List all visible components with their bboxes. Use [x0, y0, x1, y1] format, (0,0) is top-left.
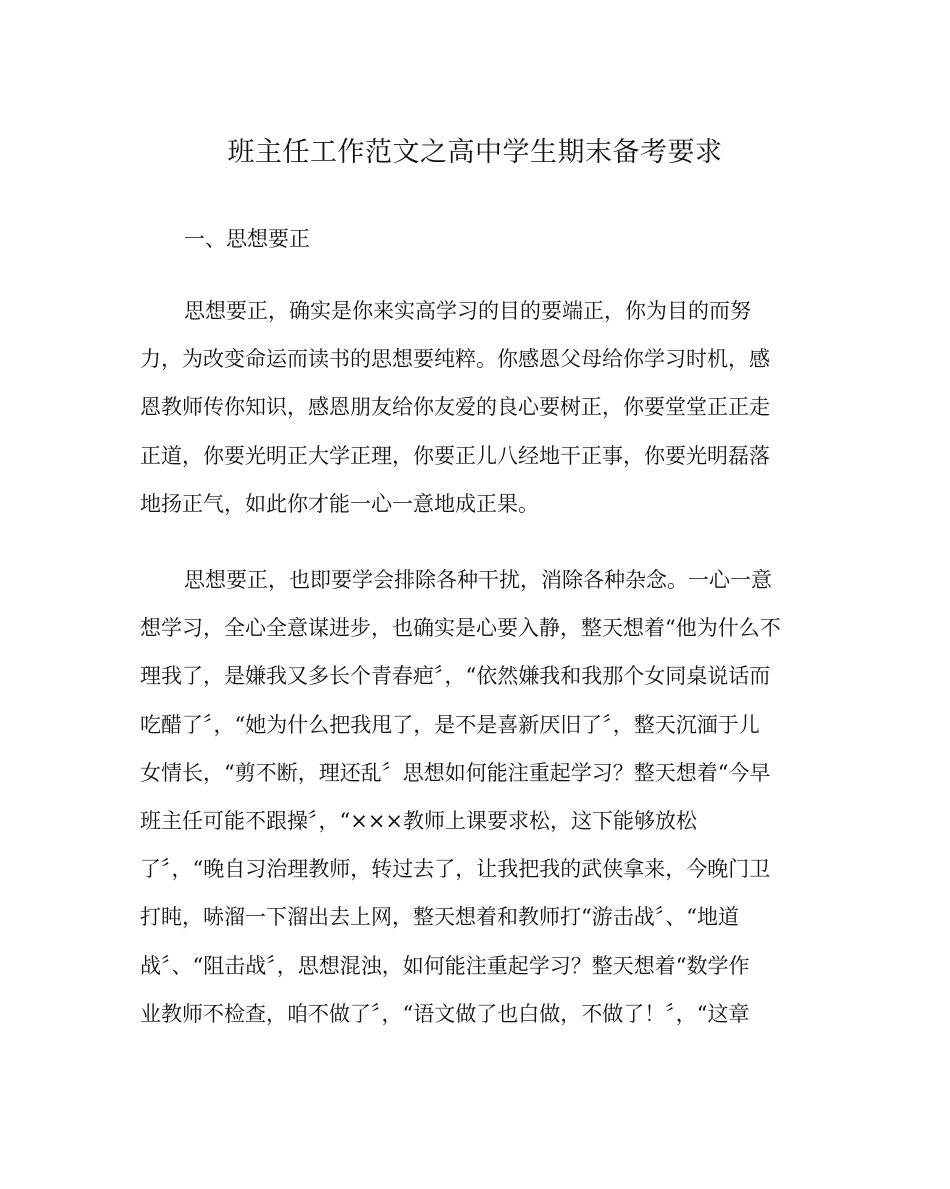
paragraph-line: 想学习，全心全意谋进步，也确实是心要入静，整天想着“他为什么不: [140, 616, 781, 641]
paragraph-line: 业教师不检查，咱不做了〞，“语文做了也白做，不做了！〞，“这章: [140, 1001, 750, 1026]
paragraph-line: 战〞、“阻击战〞，思想混浊，如何能注重起学习？整天想着“数学作: [140, 953, 750, 978]
paragraph-line: 理我了，是嫌我又多长个青春疤〞，“依然嫌我和我那个女同桌说话而: [140, 664, 771, 689]
paragraph-line: 女情长，“剪不断，理还乱〞思想如何能注重起学习？整天想着“今早: [140, 760, 771, 785]
paragraph-line: 思想要正，确实是你来实高学习的目的要端正，你为目的而努: [184, 299, 751, 323]
document-title: 班主任工作范文之高中学生期末备考要求: [227, 137, 723, 168]
paragraph-line: 力，为改变命运而读书的思想要纯粹。你感恩父母给你学习时机，感: [140, 347, 770, 372]
paragraph-line: 了〞，“晚自习治理教师，转过去了，让我把我的武侠拿来，今晚门卫: [140, 857, 771, 882]
paragraph-line: 班主任可能不跟操〞，“×××教师上课要求松，这下能够放松: [140, 808, 698, 833]
paragraph-line: 地扬正气，如此你才能一心一意地成正果。: [140, 491, 539, 516]
paragraph-1: [140, 287, 810, 528]
paragraph-line: 正道，你要光明正大学正理，你要正儿八经地干正事，你要光明磊落: [140, 443, 770, 468]
section-heading: 一、思想要正: [184, 227, 310, 251]
paragraph-line: 打盹，哧溜一下溜出去上网，整天想着和教师打“游击战〞、“地道: [140, 905, 739, 930]
paragraph-line: 思想要正，也即要学会排除各种干扰，消除各种杂念。一心一意: [184, 568, 772, 592]
paragraph-line: 吃醋了〞，“她为什么把我甩了，是不是喜新厌旧了〞，整天沉湎于儿: [140, 712, 760, 737]
paragraph-2: [140, 556, 810, 1038]
paragraph-line: 恩教师传你知识，感恩朋友给你友爱的良心要树正，你要堂堂正正走: [140, 395, 770, 420]
